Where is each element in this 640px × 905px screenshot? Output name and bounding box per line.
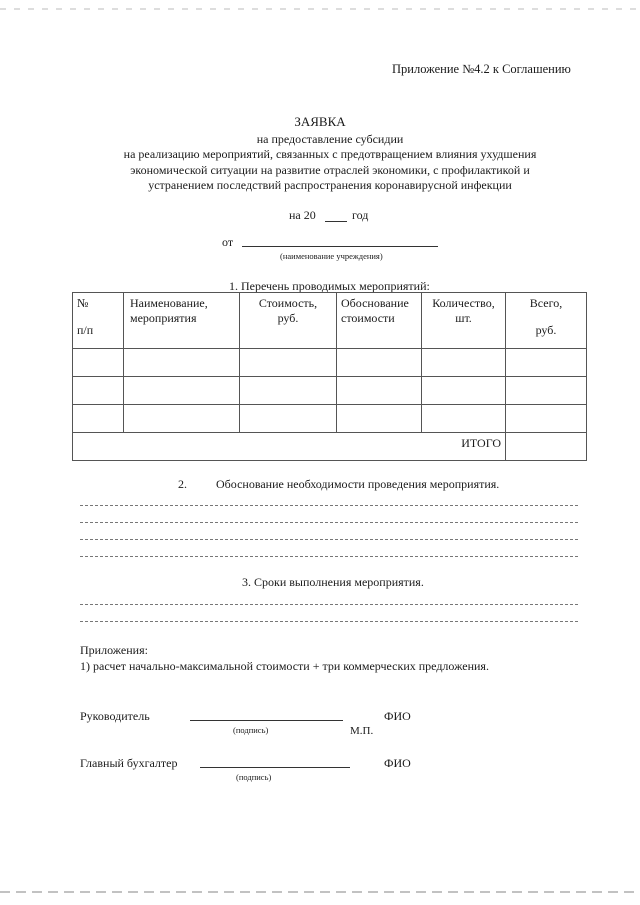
table-cell[interactable]: [337, 349, 422, 377]
attachments-item: 1) расчет начально-максимальной стоимости + три коммерческих предложения.: [80, 659, 489, 673]
table-cell[interactable]: [506, 405, 587, 433]
table-cell[interactable]: [124, 405, 240, 433]
table-cell[interactable]: [506, 349, 587, 377]
scan-artifact-bottom: [0, 891, 640, 893]
table-cell[interactable]: [422, 405, 506, 433]
subtitle-line-2: на реализацию мероприятий, связанных с предотвращением влияния ухудшения: [123, 147, 537, 161]
justification-line-1[interactable]: [80, 505, 578, 506]
table-row: [73, 349, 587, 377]
table-cell[interactable]: [73, 349, 124, 377]
table-cell[interactable]: [124, 349, 240, 377]
table-cell[interactable]: [240, 405, 337, 433]
table-cell[interactable]: [240, 349, 337, 377]
table-cell[interactable]: [337, 405, 422, 433]
document-title: ЗАЯВКА: [294, 114, 346, 129]
table-cell[interactable]: [73, 377, 124, 405]
year-prefix: на 20: [289, 208, 316, 222]
deadline-line-1[interactable]: [80, 604, 578, 605]
header-justification: Обоснование стоимости: [337, 293, 422, 349]
section-2-number: 2.: [178, 477, 187, 491]
deadline-line-2[interactable]: [80, 621, 578, 622]
header-quantity: Количество, шт.: [422, 293, 506, 349]
total-label-cell: [73, 433, 506, 461]
header-total: Всего, руб.: [506, 293, 587, 349]
section-3-title: 3. Сроки выполнения мероприятия.: [242, 575, 424, 589]
accountant-signature-hint: (подпись): [236, 772, 272, 782]
table-row: [73, 377, 587, 405]
accountant-label: Главный бухгалтер: [80, 756, 178, 770]
head-signature-line[interactable]: [190, 720, 343, 721]
section-2-title: Обоснование необходимости проведения мероприятия.: [216, 477, 500, 491]
year-suffix: год: [352, 208, 369, 222]
table-cell[interactable]: [73, 405, 124, 433]
appendix-label: Приложение №4.2 к Соглашению: [392, 62, 571, 76]
table-cell[interactable]: [240, 377, 337, 405]
institution-blank: [242, 246, 438, 247]
attachments-label: Приложения:: [80, 643, 148, 657]
subtitle-line-3: экономической ситуации на развитие отраслей экономики, с профилактикой и: [130, 163, 530, 177]
from-label: от: [222, 235, 234, 249]
activities-table: [72, 292, 587, 461]
total-value-cell[interactable]: [506, 433, 587, 461]
accountant-fio: ФИО: [384, 756, 411, 770]
table-row: [73, 405, 587, 433]
justification-line-4[interactable]: [80, 556, 578, 557]
head-label: Руководитель: [80, 709, 150, 723]
justification-line-3[interactable]: [80, 539, 578, 540]
head-signature-hint: (подпись): [233, 725, 269, 735]
year-blank: [325, 221, 347, 222]
header-cost: Стоимость, руб.: [240, 293, 337, 349]
scan-artifact-top: [0, 8, 640, 10]
table-cell[interactable]: [506, 377, 587, 405]
table-cell[interactable]: [337, 377, 422, 405]
table-header-row: [73, 293, 587, 349]
justification-line-2[interactable]: [80, 522, 578, 523]
table-cell[interactable]: [422, 349, 506, 377]
table-total-row: [73, 433, 587, 461]
header-number: № п/п: [73, 293, 124, 349]
subtitle-line-4: устранением последствий распространения коронавирусной инфекции: [148, 178, 512, 192]
stamp-label: М.П.: [350, 725, 374, 737]
section-1-title: 1. Перечень проводимых мероприятий:: [229, 279, 430, 293]
institution-hint: (наименование учреждения): [280, 251, 383, 261]
subtitle-line-1: на предоставление субсидии: [256, 132, 404, 146]
table-cell[interactable]: [422, 377, 506, 405]
table-cell[interactable]: [124, 377, 240, 405]
header-name: Наименование, мероприятия: [124, 293, 240, 349]
total-label: ИТОГО: [461, 436, 501, 450]
accountant-signature-line[interactable]: [200, 767, 350, 768]
head-fio: ФИО: [384, 709, 411, 723]
